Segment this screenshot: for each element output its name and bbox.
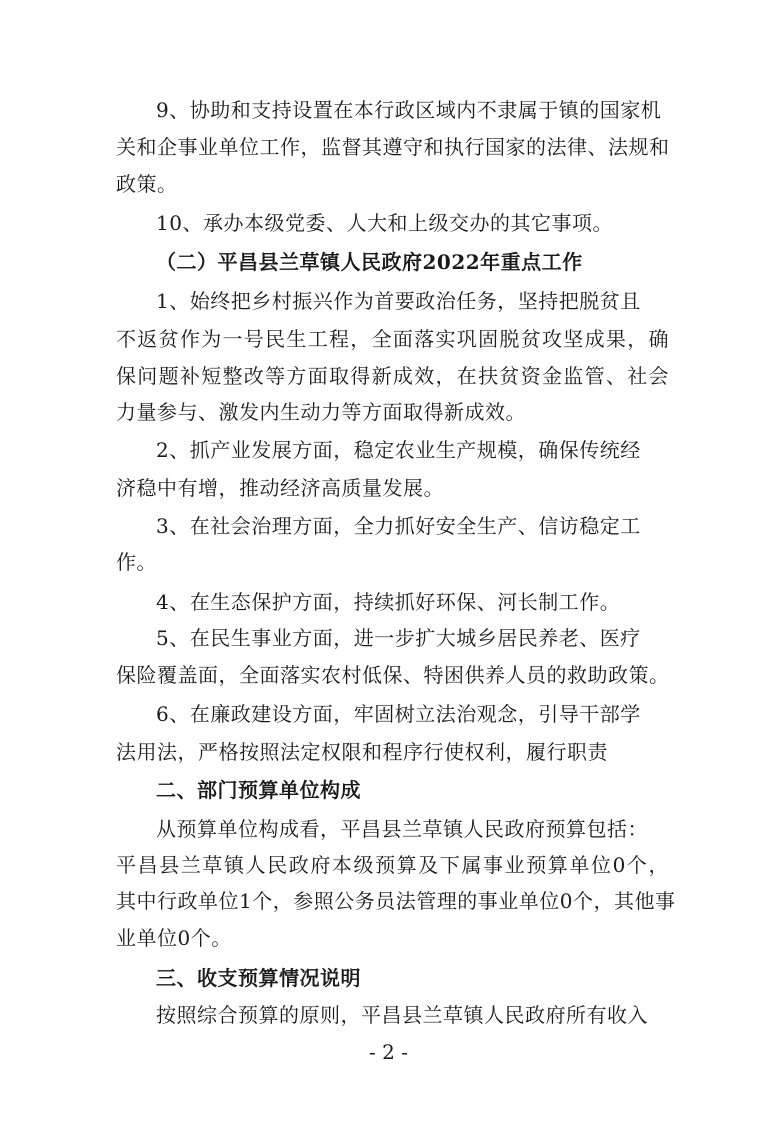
- work-item-6-line-1: 6、在廉政建设方面，牢固树立法治观念，引导干部学: [156, 702, 641, 726]
- budget-units-line-2: 平昌县兰草镇人民政府本级预算及下属事业预算单位0个，: [116, 853, 669, 877]
- section-heading-income-expense: 三、收支预算情况说明: [156, 966, 361, 990]
- budget-units-line-1: 从预算单位构成看，平昌县兰草镇人民政府预算包括：: [156, 817, 648, 841]
- section-heading-budget-units: 二、部门预算单位构成: [156, 778, 361, 802]
- work-item-1-line-1: 1、始终把乡村振兴作为首要政治任务，坚持把脱贫且: [156, 289, 641, 313]
- page-number: - 2 -: [369, 1040, 408, 1064]
- paragraph-9-line-2: 关和企事业单位工作，监督其遵守和执行国家的法律、法规和: [116, 135, 670, 159]
- work-item-2-line-2: 济稳中有增，推动经济高质量发展。: [116, 476, 444, 500]
- work-item-5-line-2: 保险覆盖面，全面落实农村低保、特困供养人员的救助政策。: [116, 663, 670, 687]
- paragraph-10-line-1: 10、承办本级党委、人大和上级交办的其它事项。: [156, 211, 613, 235]
- work-item-4-line-1: 4、在生态保护方面，持续抓好环保、河长制工作。: [156, 590, 621, 614]
- paragraph-9-line-1: 9、协助和支持设置在本行政区域内不隶属于镇的国家机: [156, 98, 662, 122]
- work-item-1-line-2: 不返贫作为一号民生工程，全面落实巩固脱贫攻坚成果，确: [116, 327, 669, 351]
- budget-units-line-3: 其中行政单位1个，参照公务员法管理的事业单位0个，其他事: [116, 889, 676, 913]
- work-item-6-line-2: 法用法，严格按照法定权限和程序行使权利，履行职责: [116, 740, 608, 764]
- work-item-3-line-2: 作。: [116, 550, 157, 574]
- work-item-1-line-4: 力量参与、激发内生动力等方面取得新成效。: [116, 400, 526, 424]
- paragraph-9-line-3: 政策。: [116, 172, 178, 196]
- income-expense-line-1: 按照综合预算的原则，平昌县兰草镇人民政府所有收入: [156, 1003, 648, 1027]
- work-item-2-line-1: 2、抓产业发展方面，稳定农业生产规模，确保传统经: [156, 438, 641, 462]
- work-item-5-line-1: 5、在民生事业方面，进一步扩大城乡居民养老、医疗: [156, 626, 641, 650]
- work-item-3-line-1: 3、在社会治理方面，全力抓好安全生产、信访稳定工: [156, 514, 641, 538]
- section-heading-key-work: （二）平昌县兰草镇人民政府2022年重点工作: [156, 250, 583, 274]
- work-item-1-line-3: 保问题补短整改等方面取得新成效，在扶贫资金监管、社会: [116, 364, 669, 388]
- budget-units-line-4: 业单位0个。: [116, 926, 232, 950]
